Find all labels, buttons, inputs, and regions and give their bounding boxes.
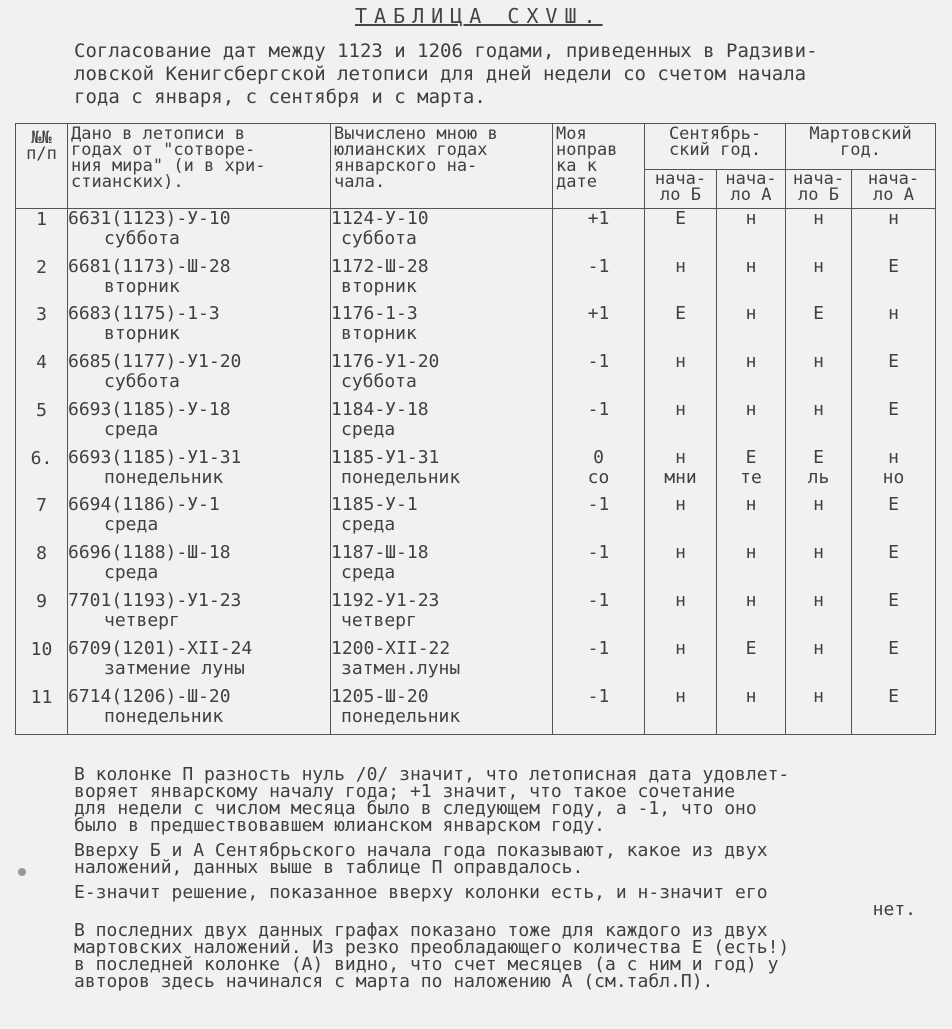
row-number: 8 xyxy=(16,543,68,591)
mark-value: Е xyxy=(745,637,757,659)
table-row xyxy=(16,591,936,639)
computed-weekday: четверг xyxy=(341,610,417,632)
subheader-sep-b: нача- ло Б xyxy=(645,169,717,208)
mark-value: н xyxy=(675,637,686,659)
given-weekday: вторник xyxy=(104,275,180,297)
mark-note: те xyxy=(740,466,762,488)
given-weekday: среда xyxy=(104,418,159,440)
computed-weekday: среда xyxy=(341,418,396,440)
mark-value: н xyxy=(675,494,686,516)
mark-note: мни xyxy=(664,466,697,488)
mark-value: н xyxy=(745,494,757,516)
correction-cell xyxy=(553,400,645,448)
computed-weekday: среда xyxy=(341,514,396,536)
correction-value: -1 xyxy=(587,637,610,659)
given-date: 6681(1173)-Ш-28 xyxy=(68,255,231,277)
correction-value: -1 xyxy=(587,255,610,277)
header-computed: Вычислено мною в юлианских годах январского на- чала. xyxy=(331,124,553,209)
computed-date: 1176-1-3 xyxy=(331,303,418,325)
correction-value: +1 xyxy=(587,303,610,325)
mark-value: н xyxy=(745,398,757,420)
given-weekday: суббота xyxy=(104,371,180,393)
mar-a-cell xyxy=(852,639,936,687)
mark-value: н xyxy=(813,208,824,230)
note-paragraph-4: В последних двух данных графах показано тоже для каждого из двух мартовских наложений. Из резко преобладающего количества Е (есть!) в последней колонке (А) видно, что счет месяцев (а с ним и год) у авторов здесь начинался с марта по наложению А (см.табл.П). xyxy=(74,920,790,992)
correction-cell xyxy=(553,257,645,305)
sep-b-cell xyxy=(645,352,717,400)
mark-value: н xyxy=(813,255,824,277)
given-date-cell xyxy=(68,304,331,352)
row-number: 2 xyxy=(16,257,68,305)
mar-a-cell xyxy=(852,257,936,305)
row-number: 7 xyxy=(16,495,68,543)
mar-b-cell xyxy=(786,448,852,496)
dates-table xyxy=(15,123,936,735)
mar-b-cell xyxy=(786,639,852,687)
mark-value: Е xyxy=(888,685,899,707)
sep-b-cell xyxy=(645,448,717,496)
sep-b-cell xyxy=(645,639,717,687)
computed-weekday: суббота xyxy=(341,228,417,250)
table-row xyxy=(16,687,936,735)
given-weekday: затмение луны xyxy=(104,657,245,679)
sep-a-cell xyxy=(717,209,786,257)
given-weekday: четверг xyxy=(104,610,180,632)
sep-a-cell xyxy=(717,257,786,305)
mark-value: н xyxy=(745,351,757,373)
table-row xyxy=(16,400,936,448)
given-date: 6696(1188)-Ш-18 xyxy=(68,542,231,564)
note-paragraph-3-end: нет. xyxy=(872,899,916,920)
sep-b-cell xyxy=(645,543,717,591)
given-weekday: понедельник xyxy=(104,705,224,727)
mar-a-cell xyxy=(852,543,936,591)
correction-value: +1 xyxy=(587,208,610,230)
correction-cell xyxy=(553,352,645,400)
mark-value: н xyxy=(813,685,824,707)
mark-value: н xyxy=(888,208,899,230)
given-date-cell xyxy=(68,352,331,400)
computed-date-cell xyxy=(331,687,553,735)
mark-value: Е xyxy=(888,542,899,564)
subheader-mar-b: нача- ло Б xyxy=(786,169,852,208)
correction-value: -1 xyxy=(587,398,610,420)
computed-date: 1176-У1-20 xyxy=(331,351,440,373)
mark-value: Е xyxy=(888,398,899,420)
computed-date: 1205-Ш-20 xyxy=(331,685,429,707)
given-weekday: вторник xyxy=(104,323,180,345)
mark-value: Е xyxy=(888,351,899,373)
correction-note: со xyxy=(587,466,610,488)
mar-a-cell xyxy=(852,304,936,352)
correction-value: -1 xyxy=(587,494,610,516)
mark-value: н xyxy=(813,494,824,516)
computed-weekday: понедельник xyxy=(341,705,461,727)
correction-value: 0 xyxy=(593,446,604,468)
computed-date-cell xyxy=(331,448,553,496)
mar-a-cell xyxy=(852,591,936,639)
correction-cell xyxy=(553,495,645,543)
correction-value: -1 xyxy=(587,542,610,564)
mark-value: н xyxy=(675,685,686,707)
mark-value: Е xyxy=(888,637,899,659)
computed-date: 1185-У1-31 xyxy=(331,446,440,468)
given-weekday: суббота xyxy=(104,228,180,250)
correction-value: -1 xyxy=(587,351,610,373)
mar-b-cell xyxy=(786,591,852,639)
correction-cell xyxy=(553,543,645,591)
computed-weekday: вторник xyxy=(341,323,417,345)
mar-a-cell xyxy=(852,448,936,496)
computed-date: 1187-Ш-18 xyxy=(331,542,429,564)
sep-a-cell xyxy=(717,543,786,591)
header-correction: Моя ноправ ка к дате xyxy=(553,124,645,209)
given-date: 6693(1185)-У-18 xyxy=(68,398,231,420)
mark-value: Е xyxy=(675,303,686,325)
given-date: 6683(1175)-1-3 xyxy=(68,303,220,325)
mark-note: но xyxy=(882,466,905,488)
mar-b-cell xyxy=(786,543,852,591)
sep-b-cell xyxy=(645,591,717,639)
intro-paragraph: Согласование дат между 1123 и 1206 годами, приведенных в Радзиви- ловской Кенигсбергской летописи для дней недели со счетом начала года с января, с сентября и с марта. xyxy=(74,40,818,108)
computed-date-cell xyxy=(331,639,553,687)
sep-b-cell xyxy=(645,687,717,735)
given-date-cell xyxy=(68,495,331,543)
table-row xyxy=(16,448,936,496)
correction-value: -1 xyxy=(587,685,610,707)
sep-a-cell xyxy=(717,448,786,496)
given-date-cell xyxy=(68,448,331,496)
computed-date-cell xyxy=(331,543,553,591)
sep-a-cell xyxy=(717,591,786,639)
mark-value: н xyxy=(745,685,757,707)
computed-weekday: вторник xyxy=(341,275,417,297)
sep-a-cell xyxy=(717,352,786,400)
table-row xyxy=(16,257,936,305)
mark-value: Е xyxy=(888,255,899,277)
mar-a-cell xyxy=(852,352,936,400)
note-paragraph-2: Вверху Б и А Сентябрьского начала года показывают, какое из двух наложений, данных выше в таблице П оправдалось. xyxy=(74,840,768,878)
mark-value: Е xyxy=(888,590,899,612)
correction-cell xyxy=(553,687,645,735)
given-weekday: среда xyxy=(104,562,159,584)
computed-weekday: понедельник xyxy=(341,466,461,488)
sep-b-cell xyxy=(645,304,717,352)
note-paragraph-3: Е-значит решение, показанное вверху колонки есть, и н-значит его xyxy=(74,882,768,903)
mark-value: Е xyxy=(675,208,686,230)
mar-a-cell xyxy=(852,209,936,257)
given-date-cell xyxy=(68,209,331,257)
mark-value: н xyxy=(813,637,824,659)
note-paragraph-1: В колонке П разность нуль /0/ значит, что летописная дата удовлет- воряет январскому началу года; +1 значит, что такое сочетание для недели с числом месяца было в следующем году, а -1, что оно было в предшествовавшем юлианском январском году. xyxy=(74,764,790,836)
sep-a-cell xyxy=(717,639,786,687)
sep-a-cell xyxy=(717,495,786,543)
sep-b-cell xyxy=(645,209,717,257)
table-row xyxy=(16,543,936,591)
row-number: 3 xyxy=(16,304,68,352)
notes-section xyxy=(74,766,944,998)
mark-value: н xyxy=(888,446,899,468)
mark-value: н xyxy=(675,351,686,373)
sep-a-cell xyxy=(717,400,786,448)
subheader-sep-a: нача- ло А xyxy=(717,169,786,208)
page-title: ТАБЛИЦА СХVШ. xyxy=(355,4,603,28)
mar-b-cell xyxy=(786,495,852,543)
correction-cell xyxy=(553,304,645,352)
mark-value: н xyxy=(813,351,824,373)
mar-b-cell xyxy=(786,687,852,735)
correction-cell xyxy=(553,591,645,639)
subheader-mar-a: нача- ло А xyxy=(852,169,936,208)
row-number: 10 xyxy=(16,639,68,687)
mark-value: н xyxy=(675,398,686,420)
sep-a-cell xyxy=(717,304,786,352)
given-weekday: среда xyxy=(104,514,159,536)
given-date: 6631(1123)-У-10 xyxy=(68,208,231,230)
computed-date: 1200-XII-22 xyxy=(331,637,451,659)
given-date: 6693(1185)-У1-31 xyxy=(68,446,242,468)
mark-value: н xyxy=(675,542,686,564)
mark-note: ль xyxy=(807,466,830,488)
mar-a-cell xyxy=(852,495,936,543)
mar-a-cell xyxy=(852,687,936,735)
mark-value: н xyxy=(813,590,824,612)
mark-value: Е xyxy=(745,446,757,468)
row-number: 6. xyxy=(16,448,68,496)
computed-date-cell xyxy=(331,495,553,543)
given-date: 6694(1186)-У-1 xyxy=(68,494,220,516)
table-row xyxy=(16,304,936,352)
mar-a-cell xyxy=(852,400,936,448)
correction-cell xyxy=(553,209,645,257)
header-march: Мартовский год. xyxy=(786,124,936,170)
computed-date-cell xyxy=(331,209,553,257)
mark-value: Е xyxy=(813,446,824,468)
computed-date-cell xyxy=(331,591,553,639)
mar-b-cell xyxy=(786,304,852,352)
given-date-cell xyxy=(68,400,331,448)
given-date-cell xyxy=(68,591,331,639)
mar-b-cell xyxy=(786,209,852,257)
mark-value: н xyxy=(675,255,686,277)
header-num: №№ п/п xyxy=(16,124,68,209)
correction-value: -1 xyxy=(587,590,610,612)
computed-date: 1184-У-18 xyxy=(331,398,429,420)
mark-value: н xyxy=(675,446,686,468)
computed-weekday: затмен.луны xyxy=(341,657,461,679)
mark-value: н xyxy=(888,303,899,325)
given-date: 6709(1201)-XII-24 xyxy=(68,637,253,659)
table-row xyxy=(16,639,936,687)
given-date: 7701(1193)-У1-23 xyxy=(68,590,242,612)
mark-value: н xyxy=(745,255,757,277)
table-row xyxy=(16,209,936,257)
mark-value: н xyxy=(745,303,757,325)
row-number: 4 xyxy=(16,352,68,400)
computed-weekday: среда xyxy=(341,562,396,584)
table-row xyxy=(16,495,936,543)
mark-value: н xyxy=(745,542,757,564)
header-september: Сентябрь- ский год. xyxy=(645,124,786,170)
header-given: Дано в летописи в годах от "сотворе- ния мира" (и в хри- стианских). xyxy=(68,124,331,209)
table-row xyxy=(16,352,936,400)
given-weekday: понедельник xyxy=(104,466,224,488)
mark-value: н xyxy=(745,590,757,612)
given-date-cell xyxy=(68,687,331,735)
given-date-cell xyxy=(68,639,331,687)
sep-a-cell xyxy=(717,687,786,735)
computed-date-cell xyxy=(331,304,553,352)
row-number: 11 xyxy=(16,687,68,735)
mark-value: н xyxy=(813,398,824,420)
mark-value: Е xyxy=(813,303,824,325)
correction-cell xyxy=(553,448,645,496)
sep-b-cell xyxy=(645,257,717,305)
computed-date-cell xyxy=(331,257,553,305)
row-number: 1 xyxy=(16,209,68,257)
mar-b-cell xyxy=(786,257,852,305)
computed-date: 1192-У1-23 xyxy=(331,590,440,612)
mark-value: Е xyxy=(888,494,899,516)
computed-date: 1185-У-1 xyxy=(331,494,418,516)
mark-value: н xyxy=(675,590,686,612)
mar-b-cell xyxy=(786,400,852,448)
mark-value: н xyxy=(813,542,824,564)
given-date-cell xyxy=(68,543,331,591)
computed-weekday: суббота xyxy=(341,371,417,393)
mar-b-cell xyxy=(786,352,852,400)
row-number: 9 xyxy=(16,591,68,639)
mark-value: н xyxy=(745,208,757,230)
given-date: 6714(1206)-Ш-20 xyxy=(68,685,231,707)
computed-date-cell xyxy=(331,400,553,448)
row-number: 5 xyxy=(16,400,68,448)
computed-date: 1124-У-10 xyxy=(331,208,429,230)
sep-b-cell xyxy=(645,400,717,448)
computed-date: 1172-Ш-28 xyxy=(331,255,429,277)
bullet-mark xyxy=(18,868,26,876)
given-date-cell xyxy=(68,257,331,305)
given-date: 6685(1177)-У1-20 xyxy=(68,351,242,373)
computed-date-cell xyxy=(331,352,553,400)
sep-b-cell xyxy=(645,495,717,543)
correction-cell xyxy=(553,639,645,687)
